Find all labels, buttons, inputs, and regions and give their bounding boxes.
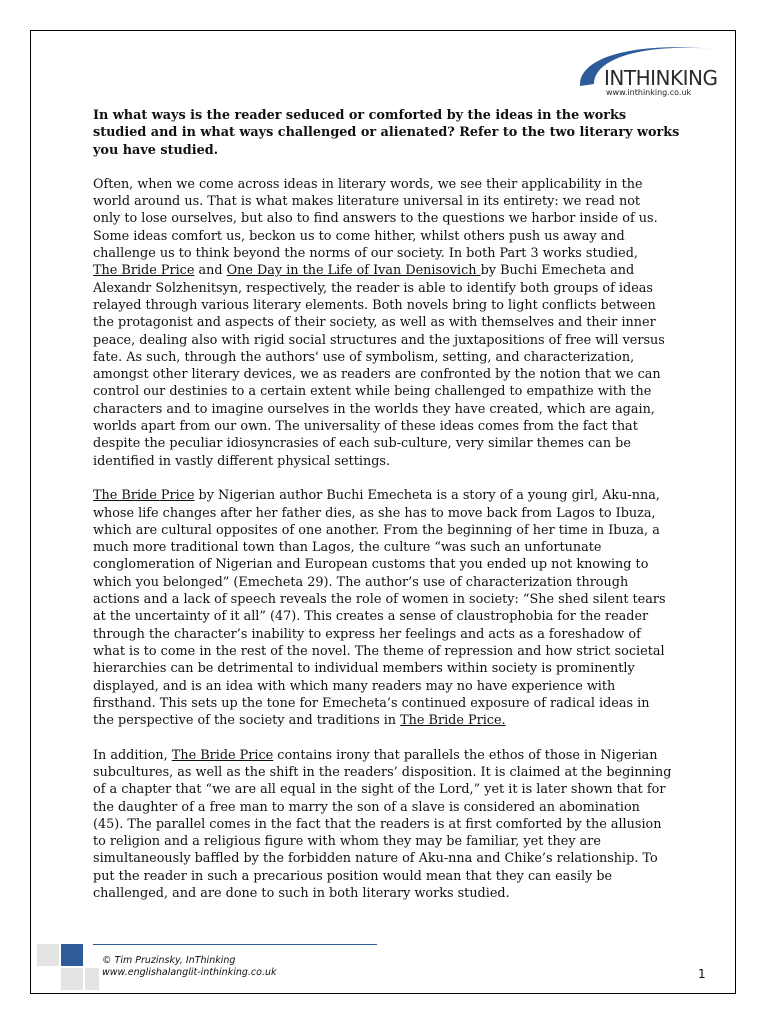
text-fragment: by Buchi Emecheta and xyxy=(480,263,635,279)
text-line xyxy=(93,262,699,279)
book-title: The Bride Price. xyxy=(400,713,506,729)
text-line: subcultures, as well as the shift in the readers’ disposition. It is claimed at the beginning xyxy=(93,764,672,780)
paragraph-1 xyxy=(93,176,699,470)
paragraph-3 xyxy=(93,747,699,903)
text-line: worlds apart from our own. The universality of these ideas comes from the fact that xyxy=(93,419,638,435)
text-line: amongst other literary devices, we as readers are confronted by the notion that we can xyxy=(93,367,661,383)
essay-question xyxy=(93,107,699,159)
text-fragment: contains irony that parallels the ethos of those in Nigerian xyxy=(273,747,658,763)
text-line: through the character’s inability to express her feelings and acts as a foreshadow of xyxy=(93,626,641,642)
book-title: The Bride Price xyxy=(93,488,195,504)
question-line: you have studied. xyxy=(93,142,219,158)
footer-square-gray xyxy=(85,968,99,990)
text-line xyxy=(93,712,699,729)
logo-url: www.inthinking.co.uk xyxy=(606,88,692,97)
document-body xyxy=(93,107,699,920)
text-line: Often, when we come across ideas in literary words, we see their applicability in the xyxy=(93,176,643,192)
text-line: which you belonged” (Emecheta 29). The author’s use of characterization through xyxy=(93,574,629,590)
text-line: of a chapter that “we are all equal in the sight of the Lord,” yet it is later shown that for xyxy=(93,782,666,798)
text-line: (45). The parallel comes in the fact that the readers is at first comforted by the allusion xyxy=(93,816,662,832)
footer-square-gray xyxy=(37,944,59,966)
text-line: Some ideas comfort us, beckon us to come hither, whilst others push us away and xyxy=(93,228,625,244)
footer-copyright: © Tim Pruzinsky, InThinking xyxy=(102,955,236,966)
text-line: fate. As such, through the authors' use of symbolism, setting, and characterization, xyxy=(93,349,635,365)
text-line: hierarchies can be detrimental to individual members within society is prominently xyxy=(93,661,635,677)
logo-brand: INTHINKING xyxy=(604,66,718,90)
text-fragment: the perspective of the society and traditions in xyxy=(93,713,401,729)
text-line: which are cultural opposites of one another. From the beginning of her time in Ibuza, a xyxy=(93,522,660,538)
text-line: displayed, and is an idea with which many readers may no have experience with xyxy=(93,678,616,694)
footer-rule xyxy=(93,944,377,945)
text-line: simultaneously baffled by the forbidden nature of Aku-nna and Chike’s relationship. To xyxy=(93,851,658,867)
text-line: what is to come in the rest of the novel. The theme of repression and how strict societal xyxy=(93,643,665,659)
text-fragment: In addition, xyxy=(93,747,172,763)
footer-square-gray xyxy=(61,968,83,990)
text-line: despite the peculiar idiosyncrasies of each sub-culture, very similar themes can be xyxy=(93,436,631,452)
book-title: The Bride Price xyxy=(171,747,274,763)
book-title: One Day in the Life of Ivan Denisovich xyxy=(226,263,481,279)
text-line: control our destinies to a certain extent while being challenged to empathize with the xyxy=(93,384,652,400)
text-line: whose life changes after her father dies, as she has to move back from Lagos to Ibuza, xyxy=(93,505,656,521)
text-line: at the uncertainty of it all” (47). This creates a sense of claustrophobia for the reader xyxy=(93,609,649,625)
text-line: Alexandr Solzhenitsyn, respectively, the reader is able to identify both groups of ideas xyxy=(93,280,653,296)
text-line: actions and a lack of speech reveals the role of women in society: “She shed silent tears xyxy=(93,592,666,608)
text-line xyxy=(93,487,699,504)
footer-website: www.englishalanglit-inthinking.co.uk xyxy=(102,967,277,978)
paragraph-2 xyxy=(93,487,699,729)
text-line: challenge us to think beyond the norms of our society. In both Part 3 works studied, xyxy=(93,246,638,262)
text-line: put the reader in such a precarious position would mean that they can easily be xyxy=(93,868,613,884)
page-number: 1 xyxy=(698,967,706,981)
text-line: much more traditional town than Lagos, the culture “was such an unfortunate xyxy=(93,540,602,556)
footer-square-blue xyxy=(61,944,83,966)
text-line: to religion and a religious figure with whom they may be familiar, yet they are xyxy=(93,834,601,850)
text-line: world around us. That is what makes literature universal in its entirety: we read not xyxy=(93,194,641,210)
text-line: identified in vastly different physical settings. xyxy=(93,453,391,469)
text-line xyxy=(93,747,699,764)
text-fragment: and xyxy=(194,263,227,279)
text-line: the protagonist and aspects of their society, as well as with themselves and their inner xyxy=(93,315,656,331)
book-title: The Bride Price xyxy=(93,263,195,279)
text-line: firsthand. This sets up the tone for Emecheta’s continued exposure of radical ideas in xyxy=(93,695,650,711)
question-line: studied and in what ways challenged or alienated? Refer to the two literary works xyxy=(93,125,680,141)
footer-credits xyxy=(102,955,277,979)
text-line: peace, dealing also with rigid social structures and the juxtapositions of free will versus xyxy=(93,332,665,348)
text-line: the daughter of a free man to marry the son of a slave is considered an abomination xyxy=(93,799,640,815)
text-line: only to lose ourselves, but also to find answers to the questions we harbor inside of us. xyxy=(93,211,658,227)
question-line: In what ways is the reader seduced or comforted by the ideas in the works xyxy=(93,108,627,123)
text-fragment: by Nigerian author Buchi Emecheta is a story of a young girl, Aku-nna, xyxy=(194,488,660,504)
text-line: relayed through various literary elements. Both novels bring to light conflicts between xyxy=(93,297,656,313)
text-line: challenged, and are done to such in both literary works studied. xyxy=(93,886,510,902)
text-line: conglomeration of Nigerian and European customs that you ended up not knowing to xyxy=(93,557,649,573)
text-line: characters and to imagine ourselves in the worlds they have created, which are again, xyxy=(93,401,655,417)
